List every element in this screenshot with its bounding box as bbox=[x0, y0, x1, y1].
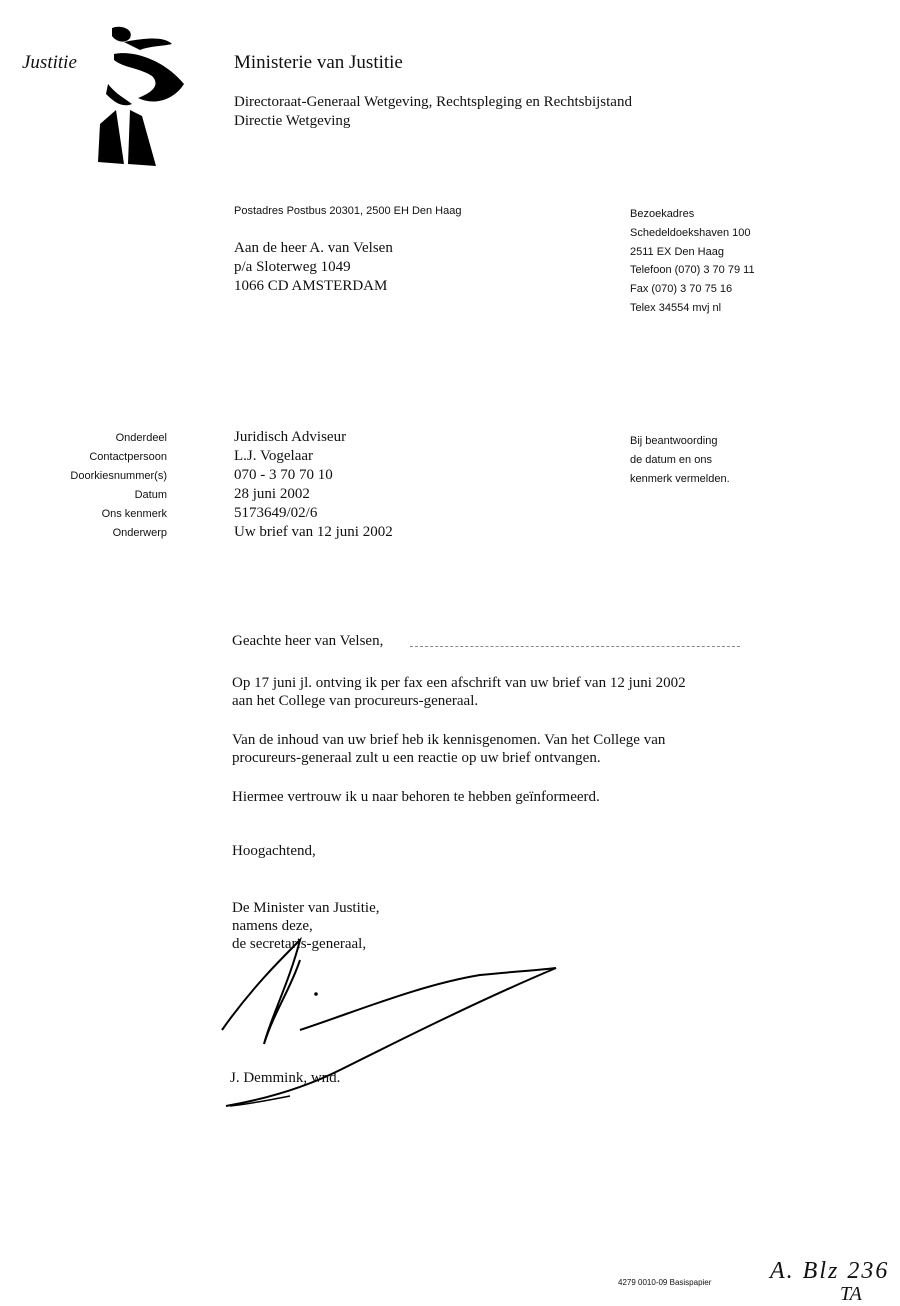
salutation: Geachte heer van Velsen, bbox=[232, 633, 384, 649]
meta-value: L.J. Vogelaar bbox=[234, 448, 314, 464]
meta-value: 5173649/02/6 bbox=[234, 505, 318, 521]
directorate-line: Directie Wetgeving bbox=[234, 113, 351, 129]
visit-address-line: Bezoekadres bbox=[630, 208, 695, 220]
body-paragraph-line: Van de inhoud van uw brief heb ik kennisgenomen. Van het College van bbox=[232, 732, 666, 748]
visit-address-line: Fax (070) 3 70 75 16 bbox=[630, 283, 733, 295]
recipient-line: Aan de heer A. van Velsen bbox=[234, 240, 393, 256]
meta-label: Datum bbox=[134, 489, 167, 501]
justitia-logo-icon bbox=[94, 24, 194, 174]
meta-label: Doorkiesnummer(s) bbox=[70, 470, 167, 482]
meta-label: Onderwerp bbox=[112, 527, 167, 539]
meta-value: 070 - 3 70 70 10 bbox=[234, 467, 333, 483]
meta-value: Uw brief van 12 juni 2002 bbox=[234, 524, 393, 540]
handwritten-initials: TA bbox=[840, 1283, 862, 1305]
logo-text: Justitie bbox=[22, 52, 77, 73]
body-paragraph-line: procureurs-generaal zult u een reactie op uw brief ontvangen. bbox=[232, 750, 601, 766]
meta-label: Ons kenmerk bbox=[101, 508, 167, 520]
reply-note-line: Bij beantwoording bbox=[630, 435, 718, 447]
signature-block-line: de secretaris-generaal, bbox=[232, 936, 367, 952]
meta-value: Juridisch Adviseur bbox=[234, 429, 347, 445]
signature-block-line: De Minister van Justitie, bbox=[232, 900, 380, 916]
visit-address-line: Schedeldoekshaven 100 bbox=[630, 227, 751, 239]
footer-code: 4279 0010-09 Basispapier bbox=[618, 1278, 712, 1287]
body-paragraph-line: aan het College van procureurs-generaal. bbox=[232, 693, 479, 709]
visit-address-line: 2511 EX Den Haag bbox=[630, 246, 724, 258]
meta-label: Onderdeel bbox=[115, 432, 167, 444]
postal-address: Postadres Postbus 20301, 2500 EH Den Haag bbox=[234, 205, 462, 217]
ministry-title: Ministerie van Justitie bbox=[234, 52, 403, 73]
recipient-line: 1066 CD AMSTERDAM bbox=[234, 278, 388, 294]
body-paragraph-line: Hiermee vertrouw ik u naar behoren te hebben geïnformeerd. bbox=[232, 789, 600, 805]
meta-value: 28 juni 2002 bbox=[234, 486, 310, 502]
signer-name: J. Demmink, wnd. bbox=[230, 1070, 341, 1086]
recipient-line: p/a Sloterweg 1049 bbox=[234, 259, 351, 275]
closing: Hoogachtend, bbox=[232, 843, 316, 859]
meta-label: Contactpersoon bbox=[89, 451, 167, 463]
reply-note-line: de datum en ons bbox=[630, 454, 712, 466]
handwritten-page-number: A. Blz 236 bbox=[770, 1258, 890, 1284]
directorate-line: Directoraat-Generaal Wetgeving, Rechtspleging en Rechtsbijstand bbox=[234, 94, 632, 110]
visit-address-line: Telex 34554 mvj nl bbox=[630, 302, 722, 314]
visit-address-line: Telefoon (070) 3 70 79 11 bbox=[630, 264, 755, 276]
signature-block-line: namens deze, bbox=[232, 918, 313, 934]
reply-note-line: kenmerk vermelden. bbox=[630, 473, 730, 485]
fax-noise-divider bbox=[410, 646, 740, 648]
body-paragraph-line: Op 17 juni jl. ontving ik per fax een afschrift van uw brief van 12 juni 2002 bbox=[232, 675, 686, 691]
